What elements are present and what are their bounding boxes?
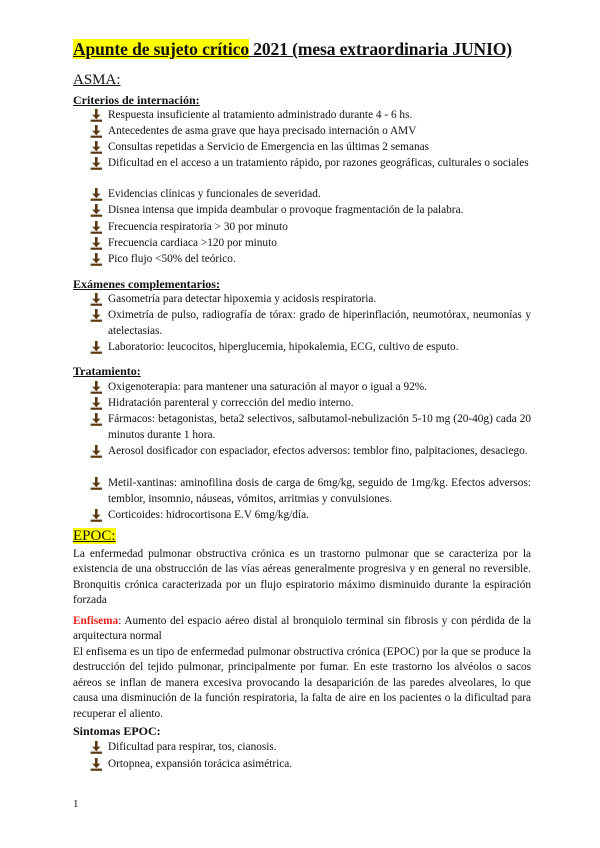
examenes-heading: Exámenes complementarios: bbox=[73, 277, 220, 291]
list-item: Hidratación parenteral y corrección del medio interno. bbox=[91, 396, 531, 412]
list-item: Fármacos: betagonistas, beta2 selectivos, salbutamol-nebulización 5-10 mg (20-40g) cada 20 minutos durante 1 hora. bbox=[91, 412, 531, 443]
arrow-bullet-icon bbox=[88, 309, 102, 322]
arrow-bullet-icon bbox=[88, 141, 102, 154]
epoc-intro: La enfermedad pulmonar obstructiva crónica es un trastorno pulmonar que se caracteriza por la existencia de una obstrucción de las vías aéreas generalmente progresiva y en general no reversible. Bronquitis crónica caracterizada por un flujo espiratorio máximo disminuido durante la espiración forzada bbox=[73, 548, 531, 607]
list-item: Dificultad para respirar, tos, cianosis. bbox=[91, 740, 531, 756]
list-item: Evidencias clínicas y funcionales de severidad. bbox=[91, 187, 531, 203]
arrow-bullet-icon bbox=[88, 381, 102, 394]
list-item: Aerosol dosificador con espaciador, efectos adversos: temblor fino, palpitaciones, desaciego. bbox=[91, 444, 531, 460]
arrow-bullet-icon bbox=[88, 477, 102, 490]
arrow-bullet-icon bbox=[88, 188, 102, 201]
arrow-bullet-icon bbox=[88, 253, 102, 266]
arrow-bullet-icon bbox=[88, 397, 102, 410]
list-item: Laboratorio: leucocitos, hiperglucemia, hipokalemia, ECG, cultivo de esputo. bbox=[91, 340, 531, 356]
arrow-bullet-icon bbox=[88, 413, 102, 426]
title-highlight: Apunte de sujeto crítico bbox=[73, 39, 249, 59]
arrow-bullet-icon bbox=[88, 157, 102, 170]
list-item: Consultas repetidas a Servicio de Emergencia en las últimas 2 semanas bbox=[91, 140, 531, 156]
list-item: Frecuencia cardiaca >120 por minuto bbox=[91, 236, 531, 252]
list-item: Frecuencia respiratoria > 30 por minuto bbox=[91, 220, 531, 236]
arrow-bullet-icon bbox=[88, 741, 102, 754]
tratamiento-heading: Tratamiento: bbox=[73, 364, 141, 378]
document-title bbox=[73, 39, 512, 60]
arrow-bullet-icon bbox=[88, 237, 102, 250]
asma-heading: ASMA: bbox=[73, 72, 121, 88]
arrow-bullet-icon bbox=[88, 221, 102, 234]
sintomas-heading: Sintomas EPOC: bbox=[73, 724, 161, 738]
arrow-bullet-icon bbox=[88, 125, 102, 138]
arrow-bullet-icon bbox=[88, 341, 102, 354]
list-item: Metil-xantinas: aminofilina dosis de carga de 6mg/kg, seguido de 1mg/kg. Efectos adversos: temblor, insomnio, náuseas, vómitos, arritmias y convulsiones. bbox=[91, 476, 531, 507]
list-item: Ortopnea, expansión torácica asimétrica. bbox=[91, 757, 531, 773]
enfisema-definition: Enfisema: Aumento del espacio aéreo distal al bronquiolo terminal sin fibrosis y con pérdida de la arquitectura normal bbox=[73, 615, 531, 643]
list-item: Respuesta insuficiente al tratamiento administrado durante 4 - 6 hs. bbox=[91, 108, 531, 124]
title-rest: 2021 (mesa extraordinaria JUNIO) bbox=[248, 39, 513, 59]
arrow-bullet-icon bbox=[88, 293, 102, 306]
arrow-bullet-icon bbox=[88, 445, 102, 458]
page-number: 1 bbox=[73, 798, 79, 810]
epoc-heading: EPOC: bbox=[73, 528, 116, 544]
list-item: Corticoides: hidrocortisona E.V 6mg/kg/día. bbox=[91, 508, 531, 524]
criterios-heading: Criterios de internación: bbox=[73, 93, 200, 107]
list-item: Antecedentes de asma grave que haya precisado internación o AMV bbox=[91, 124, 531, 140]
list-item: Oximetría de pulso, radiografía de tórax: grado de hiperinflación, neumotórax, neumonías y atelectasias. bbox=[91, 308, 531, 339]
arrow-bullet-icon bbox=[88, 509, 102, 522]
list-item: Pico flujo <50% del teórico. bbox=[91, 252, 531, 268]
enfisema-text: El enfisema es un tipo de enfermedad pulmonar obstructiva crónica (EPOC) por la que se produce la destrucción del tejido pulmonar, principalmente por fumar. En este trastorno los alvéolos o sacos aéreos se inflan de manera excesiva provocando la desaparición de las paredes alveolares, lo que causa una disminución de la función respiratoria, la falta de aire en los pacientes o la dificultad para recuperar el aliento. bbox=[73, 646, 531, 720]
arrow-bullet-icon bbox=[88, 109, 102, 122]
list-item: Oxigenoterapia: para mantener una saturación al mayor o igual a 92%. bbox=[91, 380, 531, 396]
list-item: Gasometría para detectar hipoxemia y acidosis respiratoria. bbox=[91, 292, 531, 308]
enfisema-label: Enfisema bbox=[73, 615, 119, 627]
arrow-bullet-icon bbox=[88, 204, 102, 217]
list-item: Disnea intensa que impida deambular o provoque fragmentación de la palabra. bbox=[91, 203, 531, 219]
arrow-bullet-icon bbox=[88, 758, 102, 771]
list-item: Dificultad en el acceso a un tratamiento rápido, por razones geográficas, culturales o sociales bbox=[91, 156, 531, 172]
